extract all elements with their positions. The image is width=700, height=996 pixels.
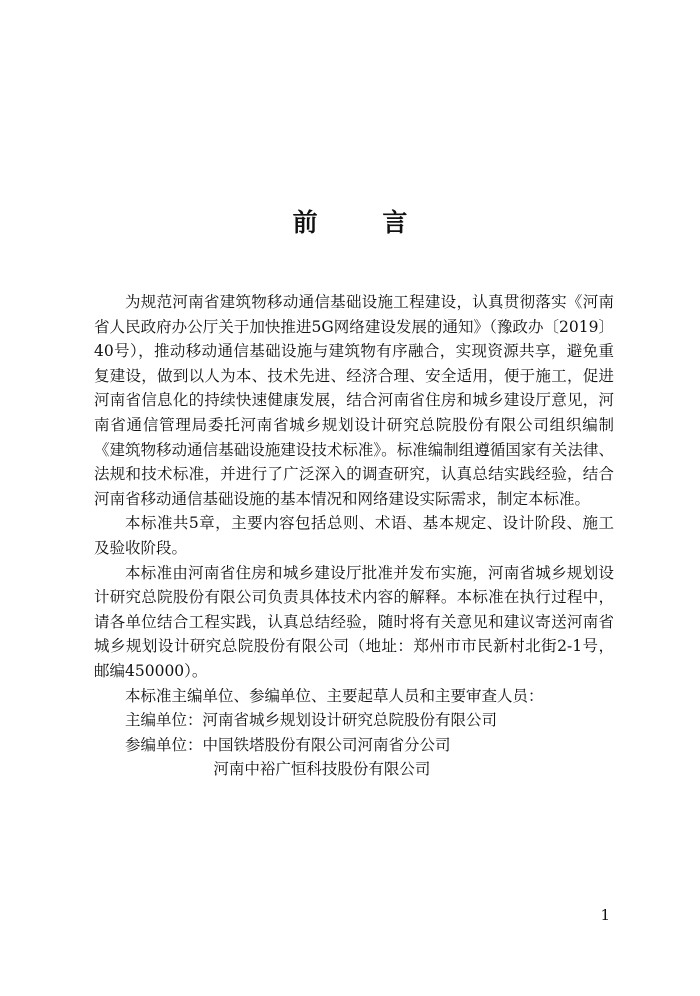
- co-editor-unit-2: 河南中裕广恒科技股份有限公司: [213, 760, 431, 779]
- page-title: 前 言: [292, 208, 436, 237]
- paragraph-administration: 本标准由河南省住房和城乡建设厅批准并发布实施，河南省城乡规划设计研究总院股份有限公司负责具体技术内容的解释。本标准在执行过程中，请各单位结合工程实践，认真总结经验，随时将有关意见和建议寄送河南省城乡规划设计研究总院股份有限公司（地址：郑州市市民新村北街2-1号，邮编450000）。: [94, 563, 614, 680]
- paragraph-chapters: 本标准共5章，主要内容包括总则、术语、基本规定、设计阶段、施工及验收阶段。: [94, 514, 614, 557]
- preface-body: [94, 290, 614, 782]
- page-number: 1: [600, 906, 610, 924]
- co-editor-unit-1: 参编单位：中国铁塔股份有限公司河南省分公司: [125, 735, 451, 754]
- paragraph-purpose: 为规范河南省建筑物移动通信基础设施工程建设，认真贯彻落实《河南省人民政府办公厅关于加快推进5G网络建设发展的通知》（豫政办〔2019〕40号），推动移动通信基础设施与建筑物有序融合，实现资源共享，避免重复建设，做到以人为本、技术先进、经济合理、安全适用，便于施工，促进河南省信息化的持续快速健康发展，结合河南省住房和城乡建设厅意见，河南省通信管理局委托河南省城乡规划设计研究总院股份有限公司组织编制《建筑物移动通信基础设施建设技术标准》。标准编制组遵循国家有关法律、法规和技术标准，并进行了广泛深入的调查研究，认真总结实践经验，结合河南省移动通信基础设施的基本情况和网络建设实际需求，制定本标准。: [94, 293, 614, 508]
- units-intro: 本标准主编单位、参编单位、主要起草人员和主要审查人员：: [125, 686, 544, 705]
- chief-editor-unit: 主编单位：河南省城乡规划设计研究总院股份有限公司: [125, 711, 498, 730]
